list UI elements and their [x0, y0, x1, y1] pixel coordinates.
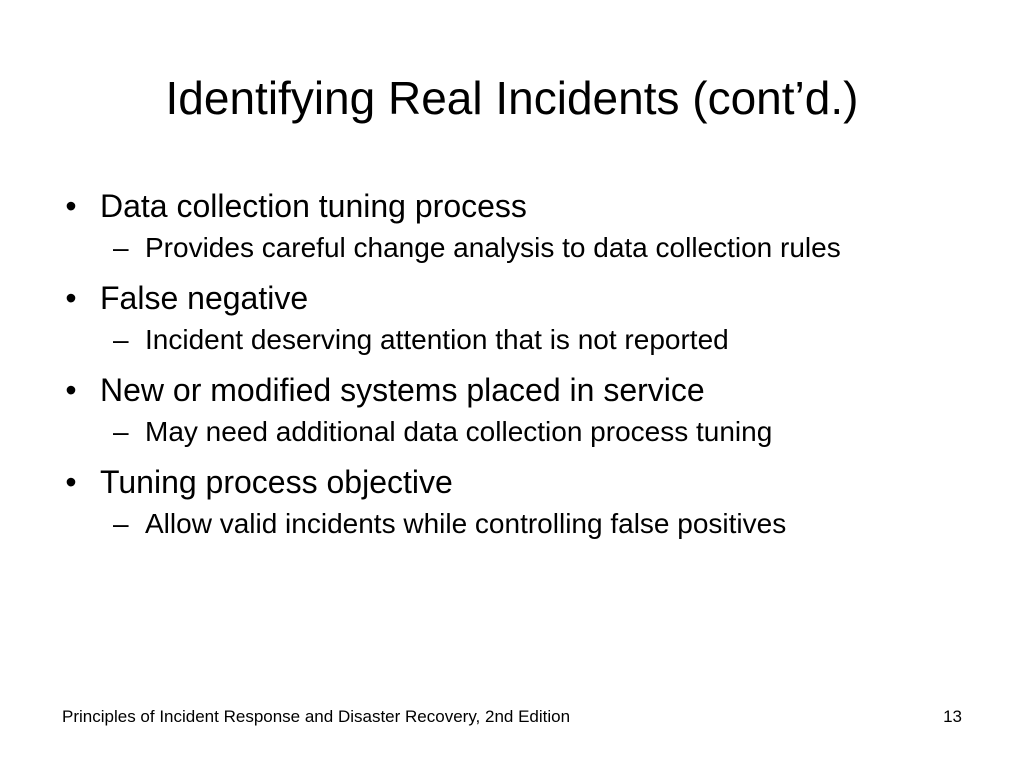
bullet-marker: •: [65, 372, 77, 408]
sub-bullet-text: Incident deserving attention that is not reported: [145, 324, 729, 355]
bullet-item: [56, 276, 956, 360]
bullet-row: [56, 184, 956, 228]
sub-bullet-list: [56, 320, 956, 360]
dash-marker: –: [113, 232, 129, 263]
bullet-text: False negative: [100, 280, 309, 316]
bullet-item: [56, 184, 956, 268]
bullet-marker: •: [65, 188, 77, 224]
sub-bullet-item: [56, 504, 956, 544]
bullet-row: [56, 276, 956, 320]
bullet-text: Data collection tuning process: [100, 188, 527, 224]
sub-bullet-text: Allow valid incidents while controlling false positives: [145, 508, 787, 539]
sub-bullet-text: May need additional data collection process tuning: [145, 416, 773, 447]
sub-bullet-list: [56, 412, 956, 452]
bullet-text: Tuning process objective: [100, 464, 453, 500]
dash-marker: –: [113, 416, 129, 447]
bullet-row: [56, 368, 956, 412]
sub-bullet-list: [56, 504, 956, 544]
dash-marker: –: [113, 324, 129, 355]
bullet-row: [56, 460, 956, 504]
bullet-text: New or modified systems placed in service: [100, 372, 705, 408]
sub-bullet-item: [56, 412, 956, 452]
sub-bullet-list: [56, 228, 956, 268]
page-number: 13: [943, 707, 962, 726]
footer-source-text: Principles of Incident Response and Disaster Recovery, 2nd Edition: [62, 707, 571, 726]
sub-bullet-item: [56, 228, 956, 268]
sub-bullet-text: Provides careful change analysis to data collection rules: [145, 232, 841, 263]
slide-title: Identifying Real Incidents (cont’d.): [165, 72, 859, 124]
bullet-marker: •: [65, 464, 77, 500]
sub-bullet-item: [56, 320, 956, 360]
bullet-list: [56, 184, 956, 552]
bullet-item: [56, 368, 956, 452]
bullet-item: [56, 460, 956, 544]
dash-marker: –: [113, 508, 129, 539]
bullet-marker: •: [65, 280, 77, 316]
